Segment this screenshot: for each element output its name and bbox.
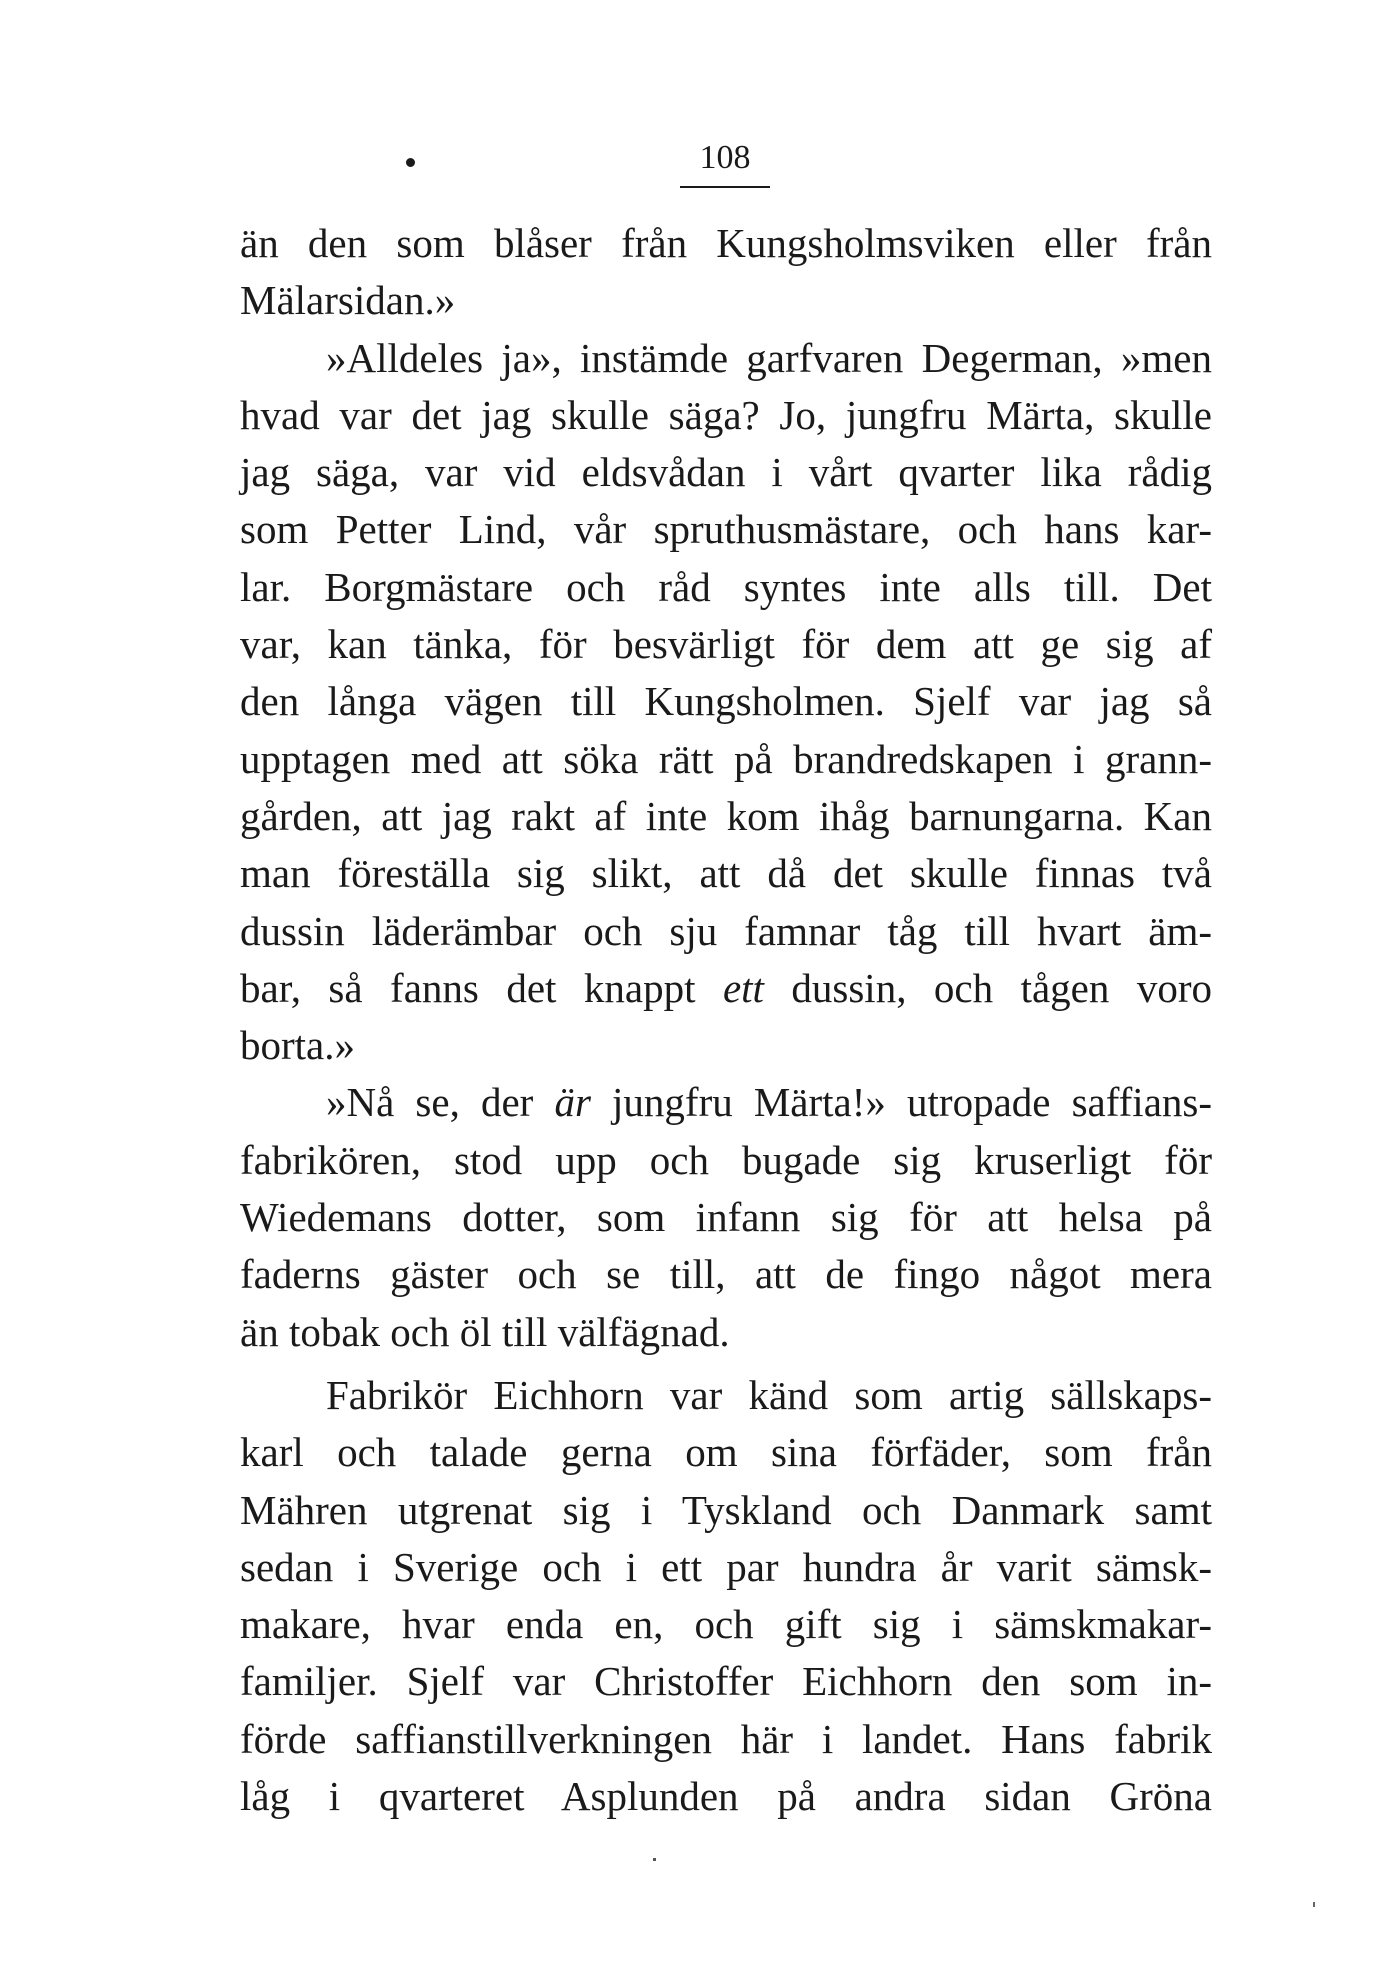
text-line: Mähren utgrenat sig i Tyskland och Danmark samt (240, 1486, 1212, 1533)
text-line: makare, hvar enda en, och gift sig i sämskmakar- (240, 1601, 1212, 1648)
text-segment: dussin, och tågen voro (763, 964, 1212, 1011)
text-line (240, 1074, 1212, 1131)
text-line: hvad var det jag skulle säga? Jo, jungfru Märta, skulle (240, 391, 1212, 438)
text-line: familjer. Sjelf var Christoffer Eichhorn den som in- (240, 1658, 1212, 1705)
italic-word: ett (722, 964, 764, 1011)
text-line: som Petter Lind, vår spruthusmästare, och hans kar- (240, 506, 1212, 553)
text-line: än tobak och öl till välfägnad. (240, 1308, 730, 1355)
print-speck (1313, 1902, 1315, 1907)
text-line: »Alldeles ja», instämde garfvaren Degerman, »men (326, 334, 1212, 381)
text-segment: bar, så fanns det knappt (240, 964, 723, 1011)
text-line: låg i qvarteret Asplunden på andra sidan Gröna (240, 1773, 1212, 1820)
page-number: 108 (699, 139, 751, 176)
text-line: faderns gäster och se till, att de fingo något mera (240, 1251, 1212, 1298)
italic-word: är (554, 1079, 591, 1126)
text-line: förde saffianstillverkningen här i landet. Hans fabrik (240, 1715, 1212, 1762)
text-line: borta.» (240, 1022, 355, 1069)
text-line: Mälarsidan.» (240, 277, 456, 324)
text-line: dussin läderämbar och sju famnar tåg till hvart äm- (240, 907, 1212, 954)
text-line: jag säga, var vid eldsvådan i vårt qvarter lika rådig (240, 449, 1212, 496)
text-line: karl och talade gerna om sina förfäder, som från (240, 1429, 1212, 1476)
text-line: var, kan tänka, för besvärligt för dem att ge sig af (240, 621, 1212, 668)
text-line: än den som blåser från Kungsholmsviken eller från (240, 220, 1212, 266)
text-line: Fabrikör Eichhorn var känd som artig sällskaps- (326, 1371, 1212, 1418)
page-number-underline (680, 186, 770, 188)
header-dot-mark (406, 158, 415, 167)
text-line: lar. Borgmästare och råd syntes inte alls till. Det (240, 563, 1212, 610)
print-speck (653, 1858, 656, 1861)
text-segment: »Nå se, der (326, 1079, 555, 1126)
text-line: man föreställa sig slikt, att då det skulle finnas två (240, 850, 1212, 897)
text-line: gården, att jag rakt af inte kom ihåg barnungarna. Kan (240, 792, 1212, 839)
text-line: den långa vägen till Kungsholmen. Sjelf var jag så (240, 678, 1212, 725)
text-line: fabrikören, stod upp och bugade sig kruserligt för (240, 1136, 1212, 1183)
text-line (240, 960, 1212, 1017)
text-segment: jungfru Märta!» utropade saffians- (590, 1079, 1213, 1126)
body-text (240, 215, 1212, 1825)
text-line: Wiedemans dotter, som infann sig för att helsa på (240, 1194, 1212, 1241)
text-line: sedan i Sverige och i ett par hundra år varit sämsk- (240, 1543, 1212, 1590)
text-line: upptagen med att söka rätt på brandredskapen i grann- (240, 735, 1212, 782)
